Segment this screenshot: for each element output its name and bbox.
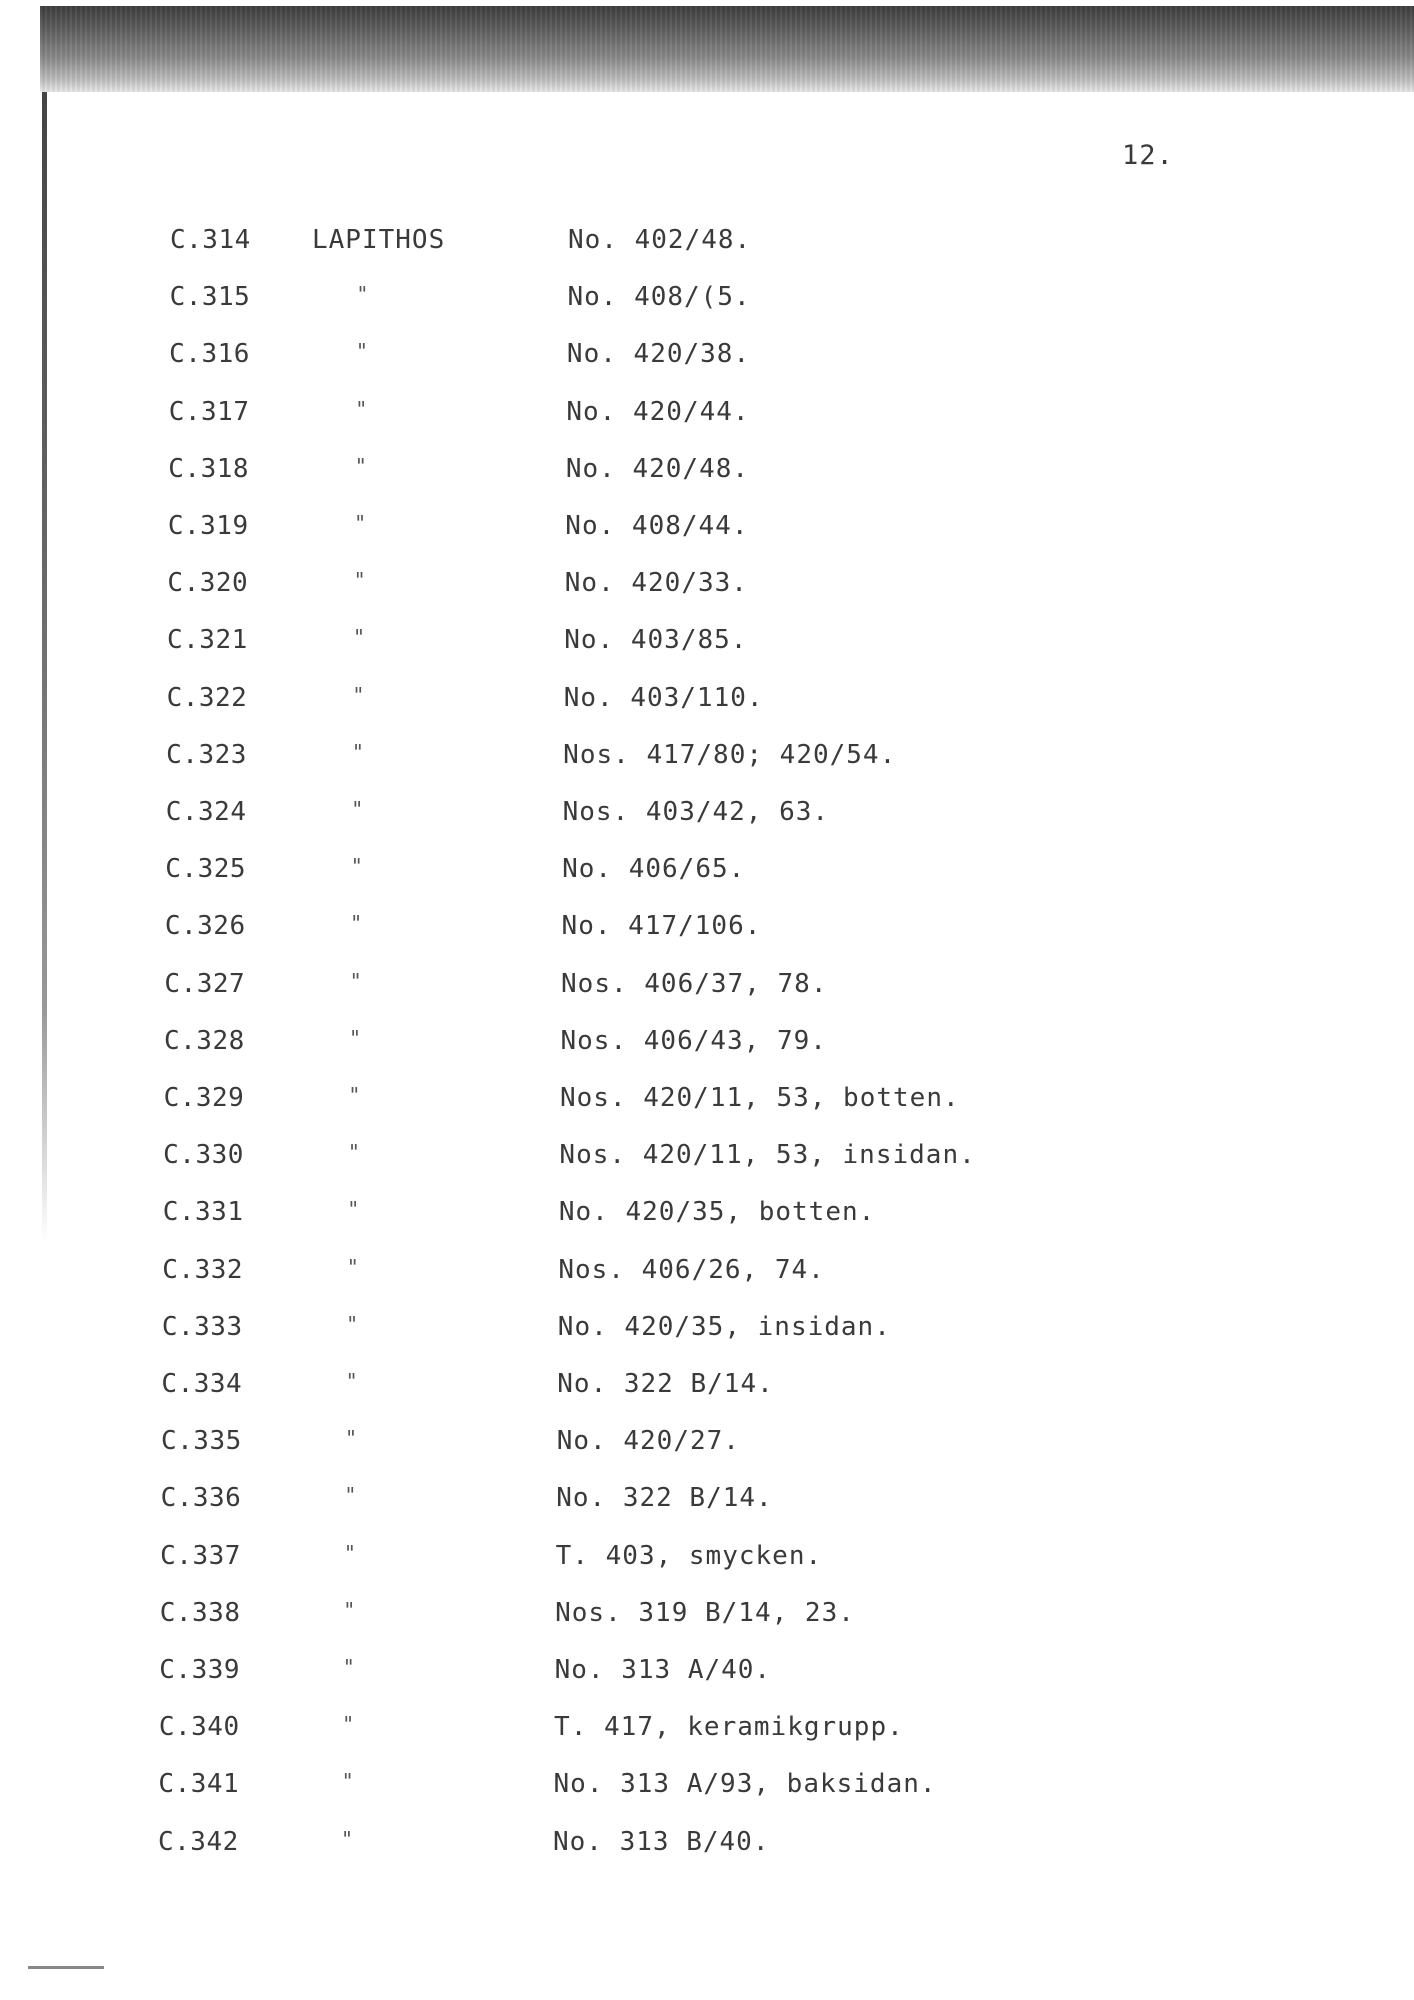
object-reference: No. 420/44. — [566, 396, 750, 427]
ditto-mark: " — [342, 1712, 355, 1737]
catalogue-code: C.341 — [158, 1769, 240, 1800]
object-reference: No. 403/110. — [563, 682, 764, 713]
catalogue-code: C.326 — [164, 911, 246, 942]
site-name: LAPITHOS — [312, 225, 446, 255]
catalogue-code: C.339 — [159, 1655, 241, 1685]
catalogue-code: C.320 — [167, 568, 249, 599]
ditto-mark: " — [354, 453, 367, 478]
ditto-mark: " — [344, 1483, 357, 1508]
scan-left-edge — [42, 92, 47, 1242]
ditto-mark: " — [351, 739, 364, 764]
ditto-mark: " — [346, 1254, 359, 1279]
ditto-mark: " — [341, 1826, 354, 1851]
ditto-mark: " — [356, 282, 369, 307]
ditto-mark: " — [349, 968, 362, 993]
catalogue-code: C.329 — [163, 1083, 245, 1113]
catalogue-code: C.322 — [166, 682, 248, 713]
object-reference: Nos. 420/11, 53, botten. — [559, 1083, 960, 1113]
ditto-mark: " — [350, 911, 363, 936]
object-reference: No. 403/85. — [564, 625, 748, 656]
ditto-mark: " — [355, 396, 368, 421]
ditto-mark: " — [347, 1197, 360, 1222]
catalogue-code: C.317 — [168, 396, 250, 427]
catalogue-code: C.327 — [164, 968, 246, 999]
ditto-mark: " — [343, 1597, 356, 1622]
object-reference: No. 417/106. — [561, 911, 762, 942]
ditto-mark: " — [349, 1025, 362, 1050]
object-reference: T. 403, smycken. — [555, 1540, 823, 1571]
catalogue-code: C.328 — [164, 1025, 245, 1056]
object-reference: No. 402/48. — [568, 225, 752, 255]
object-reference: No. 420/35, insidan. — [557, 1311, 891, 1342]
object-reference: No. 406/65. — [562, 854, 746, 885]
catalogue-code: C.338 — [159, 1597, 241, 1628]
object-reference: No. 420/38. — [566, 339, 751, 370]
catalogue-code: C.318 — [168, 453, 250, 484]
object-reference: No. 313 A/40. — [554, 1655, 772, 1685]
catalogue-code: C.323 — [166, 739, 247, 770]
object-reference: No. 420/48. — [565, 453, 750, 484]
catalogue-code: C.342 — [158, 1826, 239, 1857]
object-reference: Nos. 420/11, 53, insidan. — [559, 1140, 976, 1171]
catalogue-code: C.330 — [163, 1140, 244, 1171]
catalogue-code: C.337 — [160, 1540, 241, 1571]
ditto-mark: " — [355, 339, 368, 364]
object-reference: No. 420/35, botten. — [558, 1197, 876, 1228]
object-reference: Nos. 417/80; 420/54. — [563, 739, 897, 770]
catalogue-code: C.333 — [161, 1311, 243, 1342]
scan-top-shadow — [40, 6, 1414, 92]
object-reference: Nos. 319 B/14, 23. — [555, 1597, 855, 1628]
catalogue-code: C.340 — [158, 1712, 240, 1743]
catalogue-code: C.336 — [160, 1483, 242, 1514]
catalogue-code: C.325 — [165, 854, 247, 885]
catalogue-code: C.334 — [161, 1369, 243, 1399]
scan-edge-mark — [28, 1966, 104, 1969]
object-reference: No. 420/33. — [564, 568, 748, 599]
object-reference: T. 417, keramikgrupp. — [554, 1712, 904, 1743]
ditto-mark: " — [345, 1426, 358, 1451]
ditto-mark: " — [345, 1369, 358, 1393]
object-reference: Nos. 406/26, 74. — [558, 1254, 825, 1285]
ditto-mark: " — [348, 1083, 361, 1107]
ditto-mark: " — [350, 854, 363, 879]
catalogue-code: C.319 — [167, 511, 249, 541]
object-reference: No. 313 B/40. — [553, 1826, 770, 1857]
object-reference: Nos. 406/37, 78. — [561, 968, 828, 999]
catalogue-code: C.335 — [161, 1426, 242, 1457]
object-reference: No. 408/44. — [565, 511, 749, 541]
object-reference: Nos. 406/43, 79. — [560, 1025, 827, 1056]
ditto-mark: " — [352, 682, 365, 707]
ditto-mark: " — [353, 568, 366, 593]
catalogue-code: C.331 — [162, 1197, 244, 1228]
catalogue-code: C.324 — [165, 797, 247, 827]
page-number: 12. — [1122, 140, 1174, 171]
ditto-mark: " — [351, 797, 364, 821]
object-reference: No. 322 B/14. — [557, 1369, 774, 1399]
catalogue-code: C.314 — [170, 225, 251, 255]
object-reference: No. 420/27. — [556, 1426, 740, 1457]
catalogue-code: C.332 — [162, 1254, 244, 1285]
object-reference: Nos. 403/42, 63. — [562, 797, 830, 827]
ditto-mark: " — [342, 1655, 355, 1679]
ditto-mark: " — [346, 1311, 359, 1336]
ditto-mark: " — [353, 625, 366, 650]
ditto-mark: " — [343, 1540, 356, 1565]
object-reference: No. 322 B/14. — [556, 1483, 773, 1514]
ditto-mark: " — [341, 1769, 354, 1794]
catalogue-code: C.315 — [169, 282, 251, 313]
object-reference: No. 408/(5. — [567, 282, 751, 313]
ditto-mark: " — [347, 1140, 360, 1165]
catalogue-code: C.321 — [167, 625, 248, 656]
object-reference: No. 313 A/93, baksidan. — [553, 1769, 937, 1800]
ditto-mark: " — [354, 511, 367, 535]
catalogue-code: C.316 — [169, 339, 250, 370]
